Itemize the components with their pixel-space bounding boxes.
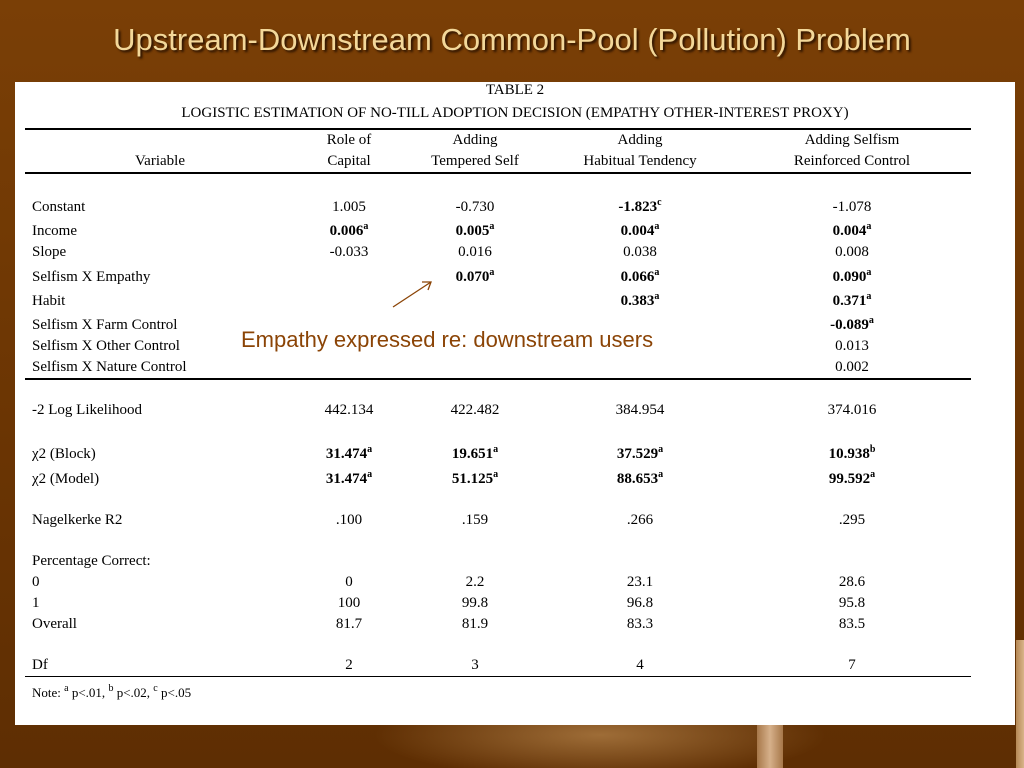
- row-label-habit: Habit: [32, 293, 66, 309]
- cell-overall-col1: 81.7: [335, 616, 363, 632]
- row-label-constant: Constant: [32, 199, 86, 215]
- cell-nature-control-col4: 0.002: [835, 359, 869, 375]
- cell-income-col4: 0.004$^a$: [832, 221, 872, 239]
- cell-pct-1-col1: 100: [337, 595, 361, 611]
- cell-log-likelihood-col2: 422.482: [450, 402, 500, 418]
- cell-nagelkerke-col2: .159: [461, 512, 489, 528]
- cell-chi-block-col3: 37.529$^a$: [616, 444, 664, 462]
- cell-constant-col1: 1.005: [332, 199, 366, 215]
- header-col1-line1: Role of: [326, 132, 372, 148]
- cell-chi-block-col2: 19.651$^a$: [451, 444, 499, 462]
- cell-income-col2: 0.005$^a$: [455, 221, 495, 239]
- table-note: Note: $^a$ p<.01, $^b$ p<.02, $^c$ p<.05: [32, 683, 192, 700]
- cell-df-col2: 3: [471, 657, 479, 673]
- cell-pct-0-col3: 23.1: [626, 574, 654, 590]
- cell-selfism-empathy-col3: 0.066$^a$: [620, 267, 660, 285]
- decorative-stripe-right: [1016, 640, 1024, 768]
- cell-overall-col2: 81.9: [461, 616, 489, 632]
- cell-df-col4: 7: [848, 657, 856, 673]
- cell-slope-col2: 0.016: [458, 244, 492, 260]
- cell-constant-col2: -0.730: [455, 199, 495, 215]
- cell-constant-col3: -1.823$^c$: [618, 197, 662, 215]
- row-label-farm-control: Selfism X Farm Control: [32, 317, 178, 333]
- table-subcaption: LOGISTIC ESTIMATION OF NO-TILL ADOPTION DECISION (EMPATHY OTHER-INTEREST PROXY): [181, 105, 849, 121]
- decorative-stripe: [757, 725, 783, 768]
- row-label-chi-block: χ2 (Block): [32, 446, 96, 462]
- cell-selfism-empathy-col2: 0.070$^a$: [455, 267, 495, 285]
- cell-other-control-col4: 0.013: [835, 338, 869, 354]
- row-label-overall: Overall: [32, 616, 77, 632]
- cell-chi-block-col1: 31.474$^a$: [325, 444, 373, 462]
- section-rule: [25, 378, 971, 380]
- cell-df-col1: 2: [345, 657, 353, 673]
- cell-selfism-empathy-col4: 0.090$^a$: [832, 267, 872, 285]
- cell-nagelkerke-col4: .295: [838, 512, 866, 528]
- cell-chi-block-col4: 10.938$^b$: [828, 444, 876, 462]
- cell-farm-control-col4: -0.089$^a$: [830, 315, 874, 333]
- header-col2-line1: Adding: [452, 132, 498, 148]
- row-label-slope: Slope: [32, 244, 67, 260]
- cell-constant-col4: -1.078: [832, 199, 872, 215]
- cell-pct-0-col2: 2.2: [465, 574, 485, 590]
- cell-log-likelihood-col4: 374.016: [827, 402, 877, 418]
- cell-pct-1-col2: 99.8: [461, 595, 489, 611]
- cell-overall-col4: 83.5: [838, 616, 866, 632]
- cell-chi-model-col1: 31.474$^a$: [325, 469, 373, 487]
- cell-income-col3: 0.004$^a$: [620, 221, 660, 239]
- table-caption: TABLE 2: [485, 82, 545, 98]
- header-top-rule: [25, 128, 971, 130]
- cell-income-col1: 0.006$^a$: [329, 221, 369, 239]
- cell-nagelkerke-col1: .100: [335, 512, 363, 528]
- cell-chi-model-col3: 88.653$^a$: [616, 469, 664, 487]
- row-label-chi-model: χ2 (Model): [32, 471, 100, 487]
- row-label-df: Df: [32, 657, 48, 673]
- header-bottom-rule: [25, 172, 971, 174]
- cell-pct-1-col3: 96.8: [626, 595, 654, 611]
- header-col2-line2: Tempered Self: [431, 153, 519, 169]
- slide-title: Upstream-Downstream Common-Pool (Pollution) Problem: [113, 22, 911, 57]
- annotation-text: Empathy expressed re: downstream users: [241, 327, 654, 352]
- cell-df-col3: 4: [636, 657, 644, 673]
- cell-log-likelihood-col3: 384.954: [615, 402, 665, 418]
- row-label-log-likelihood: -2 Log Likelihood: [32, 402, 142, 418]
- cell-chi-model-col4: 99.592$^a$: [828, 469, 876, 487]
- row-label-pct-0: 0: [32, 574, 40, 590]
- cell-slope-col3: 0.038: [623, 244, 657, 260]
- row-label-income: Income: [32, 223, 77, 239]
- cell-habit-col4: 0.371$^a$: [832, 291, 872, 309]
- header-variable: Variable: [135, 153, 185, 169]
- row-label-pct-correct: Percentage Correct:: [32, 553, 151, 569]
- cell-slope-col1: -0.033: [329, 244, 369, 260]
- cell-log-likelihood-col1: 442.134: [324, 402, 374, 418]
- row-label-selfism-empathy: Selfism X Empathy: [32, 269, 151, 285]
- cell-pct-0-col1: 0: [345, 574, 353, 590]
- cell-chi-model-col2: 51.125$^a$: [451, 469, 499, 487]
- row-label-pct-1: 1: [32, 595, 40, 611]
- cell-habit-col3: 0.383$^a$: [620, 291, 660, 309]
- cell-overall-col3: 83.3: [626, 616, 654, 632]
- cell-nagelkerke-col3: .266: [626, 512, 654, 528]
- cell-slope-col4: 0.008: [835, 244, 869, 260]
- bottom-rule: [25, 676, 971, 677]
- header-col1-line2: Capital: [327, 153, 371, 169]
- row-label-nagelkerke: Nagelkerke R2: [32, 512, 123, 528]
- header-col4-line1: Adding Selfism: [804, 132, 900, 148]
- header-col4-line2: Reinforced Control: [793, 153, 911, 169]
- cell-pct-1-col4: 95.8: [838, 595, 866, 611]
- annotation-arrow-icon: [389, 278, 439, 310]
- row-label-other-control: Selfism X Other Control: [32, 338, 180, 354]
- cell-pct-0-col4: 28.6: [838, 574, 866, 590]
- table-panel: [15, 82, 1015, 725]
- header-col3-line2: Habitual Tendency: [583, 153, 697, 169]
- header-col3-line1: Adding: [617, 132, 663, 148]
- row-label-nature-control: Selfism X Nature Control: [32, 359, 187, 375]
